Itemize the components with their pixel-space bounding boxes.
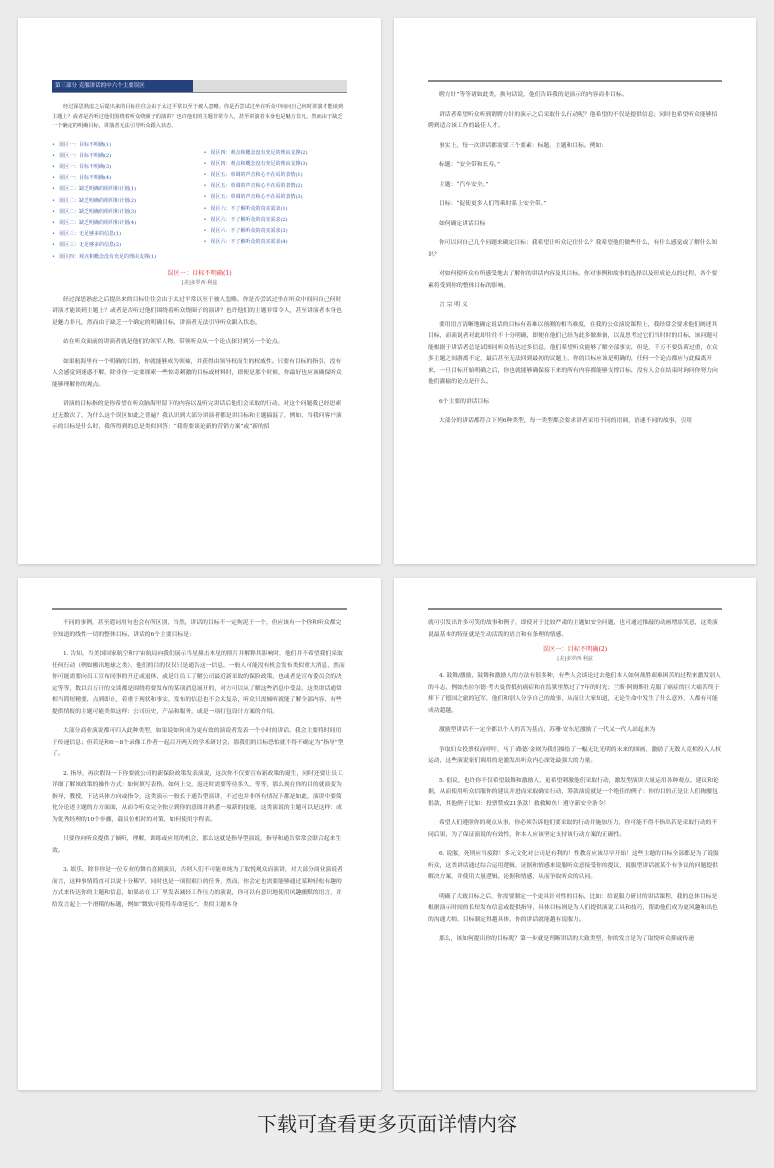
toc-link[interactable]: • 误区三：无足够多的信息(1) [52,229,196,240]
section-title: 误区一：目标不明确(1) [167,269,232,277]
table-of-contents [52,140,347,263]
toc-link[interactable]: • 误区一：目标不明确(1) [52,140,196,151]
page-body [428,671,722,946]
page-header-bar [52,80,347,93]
intro-paragraph: 经过深思熟虑之后提出来的目标往往会由于太过平常以至于被人忽略。你是否尝试过坐在听众中间问自己何时讲演才能谈到主题上？或者是否听过他们围绕着听众绕圈子的演讲？也许他们的主题非常令人，甚至讲演者本身也是魅力非凡，然而由于缺乏一个确定的明确目标，讲演者无法引导听众跟入状态。 [52,104,344,129]
download-more-caption: 下载可查看更多页面详情内容 [257,1112,517,1136]
section-author: [美]多罗西·利兹 [181,279,218,286]
toc-link[interactable]: • 误区一：目标不明确(4) [52,173,196,184]
section-title: 误区一：目标不明确(2) [542,646,608,653]
paragraph: 如何确定讲话目标 [439,220,486,227]
paragraph: 2. 指导，再次假设一下你要就公司的新保险政策发表演说，这次你不仅要宣布新政策的诞生，同时还要让员工详细了解该政策的操作方式：如何填写表格，如何上交，返还时需要等待多久，等等，那么现在你的目的就演变为指导，教授，下达具体方向或指令，这类演示一般长于通告型演讲，不过也并非所有情况下都是如此，演讲中要简化分论述主题的方方面面，从而令听众完全独立到你的意图并熟悉一项新的技能，这类演说的主题可以是这样：成为优秀经理的10个步骤，载员位机时的对策，如何使用字程表。 [52,770,343,823]
paragraph: 站在听众面前的讲演者就是他们的领军人物，带领听众从一个论点探讨到另一个论点。 [63,339,284,346]
toc-link[interactable]: • 误区一：目标不明确(2) [52,151,196,162]
page-body [52,295,347,434]
page-top-paragraph [428,618,722,641]
paragraph: 讲演的目标指的是你希望在听众脑海里留下的内容以及听完讲话后他们会采取的行动。对这个问题我已经思索过无数次了，为什么这个误区如此之普遍？我认识到大部分讲演者都是讲目标和主题搞混了，例如，当我问客户演示的目标是什么时，我所得到的总是类似回答：“我将要谈论新的营销方案”或“新的招 [52,401,342,431]
paragraph: 争取妇女投票权而呼吁，马丁·路德·金则为我们描绘了一幅无比光明的未来的图画，激励了无数人竞相投入人权运动，这些演说家们调用的是激发出听众内心深处最强大的力量。 [428,746,721,764]
page-header-rule [52,608,347,610]
paragraph: 事实上，每一次讲话都需要三个要素：标题、主题和目标。例如： [439,142,608,149]
paragraph: 大部分商业演说都可归入此种类型，如果说如何成为更有效的演说者发表一个小时的讲话，我会主要将时间用于传递信息；但若是和6～8个录像工作者一起召开两天的学术研讨会，那我们的目标恐怕就不得不确定为“指导”型了。 [52,728,344,757]
paragraph: 经过深思熟虑之后提出来的目标往往会由于太过平常以至于被人忽略。你是否尝试过坐在听众中间问自己何时讲演才能谈到主题上？或者是否听过他们围绕着听众绕圈子的演讲？也许他们的主题非常令人，甚至讲演者本身也是魅力非凡，然而由于缺乏一个确定的明确目标，讲演者无法引导听众跟入状态。 [52,296,342,326]
toc-right-column [204,140,348,263]
section-author: [美]多罗西·利兹 [557,656,593,662]
paragraph: 6个主要的讲话目标 [439,398,490,405]
paragraph: 6. 说服，死刑应当废除！多元文化对公司是有利的！性教育应该尽早开始！这些主题的目标全部都是为了说服听众，这类讲话通过综合运用逻辑，证据和情感来说服听众意接受你的提议，说服型讲话就某个有争议的问题提供解决方案，并使用大量逻辑、论据和情感，从而争取听众的认同。 [428,851,719,880]
page-body [52,618,347,911]
paragraph: 4. 鼓舞/激励，鼓舞和激励人的方法有很多种，有些人会谈论过去他们本人如何战胜艰难困苦的过程来激发别人的斗志，例如杰拉尔德·考夫曼曾抵抗癌症和在监狱里熬过了7年的时光；兰斯·阿姆斯壮克服了癌症的巨大痛苦终于摔下了德国之旅的冠军，他们和别人分享自己的故事，从而让大家知道，无论生命中发生了什么意外，人都有可能成功超越。 [428,673,721,714]
page-body [428,90,722,428]
paragraph: 5. 倡议，也许你不仅希望鼓舞和激励人，更希望刺激他们采取行动，激发型演讲大量运用各种观点、建议和论据，从而使用听众信服你的建议并进而采取确实行动，筹款演说就是一个绝佳的例子：你的目的正是让人们掏腰包捐款，其他例子比如：投票赞成21条款！救救鲸鱼！遵守新安全条令！ [428,777,719,807]
toc-link[interactable]: • 误区五：单调的声音和心不在焉的表情(1) [204,170,348,181]
toc-left-column [52,140,196,263]
paragraph: 1. 告知，当美国国家航空和宇宙航局向我们展示当星撞击木星的照片并解释其影响时，他们并不希望我们采取任何行动（例如搬出地球之类），他们的目的仅仅只是通告这一信息，一般人可能没有机会发布类似重大消息，然而你可能需要向员工宣布同事的升迁或退休，或是让员工了解公司最近新采取的保险政策，也或者是宣布委员会的决定等等，数以百万计的交谈都是围绕将要发布的某项消息展开的，对方可以从了解这些消息中受益，这类讲话通常相当简短精要，点到即止，着重于现状和事实，发布的信息也不会太复杂，听众只需倾听就能了解全部内容，有些提供情报的主题可能类似这样：公司历史，产品和服务，或是一项打包设计方案的介绍。 [52,651,345,715]
paragraph: 目标：“促使更多人们驾乘时系上安全带。” [439,201,547,207]
paragraph: 那么，该如何提出你的目标呢？第一步就是判断讲话的大致类型，你的发言是为了取悦听众抑或传递 [439,936,695,942]
toc-link[interactable]: • 误区二：缺乏明确的组织和计划(4) [52,218,196,229]
toc-link[interactable]: • 误区二：缺乏明确的组织和计划(2) [52,196,196,207]
toc-link[interactable]: • 误区二：缺乏明确的组织和计划(3) [52,207,196,218]
document-page-2 [394,18,756,564]
document-page-3 [18,578,381,1090]
paragraph: 希望人们遵照你的观点从事，你必须告诉他们要采取的行动并施加压力，你可能不得不指出若是采取行动的不同后果，为了保证演说的有效性，你本人应该坚定支持该行动方案的正确性。 [428,820,718,838]
page-header-rule [428,80,722,82]
header-tag: 第三部分 克服讲话的中六个主要误区 [52,80,193,92]
page-header-rule [428,608,722,610]
toc-link[interactable]: • 误区六：不了解听众的真实需求(3) [204,226,348,237]
paragraph: 就可引发出许多可笑的故事和例子，即使对于比较严肃的主题如安全问题，也可通过推敲的动画增添笑意，这类演说最基本的特征就是生动活泼的语言和有条理的情感。 [428,620,718,638]
document-page-1 [18,18,381,564]
toc-link[interactable]: • 误区五：单调的声音和心不在焉的表情(2) [204,181,348,192]
paragraph: 讲话者希望听众听到谓聘方针的演示之后采取什么行动呢？他希望的不仅是提供信息；同时也希望听众能够招聘到适合该工作的最佳人才。 [428,111,718,129]
paragraph: 大部分的讲话都符合下列6种类型，每一类型都会要求讲者采用不同的语调，语速不同的故事，引用 [439,418,692,424]
toc-link[interactable]: • 误区三：无足够多的信息(2) [52,240,196,251]
paragraph: 只要你向听众提供了倾听，理解，训练或应用的机会，那么这就是指导型演说，指导和通告常常会联合起来生效。 [52,836,342,854]
toc-link[interactable]: • 误区四：观点和概念没有充足的理由支撑(3) [204,159,348,170]
toc-link[interactable]: • 误区六：不了解听众的真实需求(4) [204,237,348,248]
paragraph: 明确了大致目标之后，你需要制定一个更具针对性的目标，比如：给说服力研讨的讲话课程，我的总体目标是根据演示时间的长短发布信息或提供指导，具体目标则是为人们提供演说工具和技巧，帮助他们成为更风趣和出色的沟通大师，目标制定得越具体，你的讲话就能越有说服力。 [428,893,718,923]
toc-link[interactable]: • 误区四：观点和概念没有充足的理由支撑(1) [52,252,196,263]
paragraph: 要用语言清晰地确定说话的目标有着难以预测的相当难度，在我的公众演说课程上，我经常会要求他们阐述其目标，而演说者对此却往往不十分明确，即便在他们已经为此多做准备，以及思考过它们当时时的目标，该问题可能根据于讲话者总是试图同听众传达过多信息，他们希望听众能够了解全部事实，但是，千万不要负荷过重，在众多主题之间游离不定，最后甚至无法回到最初的议题上，你的目标应该是明确的，任何一个论点都应与此偏离开来，一旦目标开始明确之后，你也就能够确保接下来的所有内容都能够支撑目标，没有人会在结束时询问你努力向他们灌输的论点是什么。 [428,321,718,385]
paragraph: 聘方针”等等诸如此类，换句话说，他们告诉我的是演示的内容而非目标。 [439,92,628,98]
toc-link[interactable]: • 误区一：目标不明确(3) [52,162,196,173]
toc-link[interactable]: • 误区四：观点和概念没有充足的理由支撑(2) [204,148,348,159]
paragraph: 激励型讲话不一定全都以个人的苦为基点，苏珊·安东尼激励了一代又一代人站起来为 [439,727,656,733]
toc-link[interactable]: • 误区五：单调的声音和心不在焉的表情(3) [204,192,348,203]
toc-link[interactable]: • 误区六：不了解听众的真实需求(1) [204,204,348,215]
paragraph: 言 宗 明 义 [439,302,468,308]
paragraph: 不同的事例，甚至遣词用句也会有所区别，当然，讲话的目标不一定拘泥于一个，但应该有一个你和听众都完全知道的线性一切的整体目标，讲话的6个主要目标是： [52,620,342,638]
paragraph: 如果航海里有一个明确的目的，你就能够成为领袖，并获得由领导权而生的权威性。只要有目标的指引，没有人会感觉到迷惑不解，除非你一定要探索一些惊奇刺激的目标或材料时，即便是那个时候，你最好也应该确保听众能够理解你的观点。 [52,358,342,388]
paragraph: 标题：“安全带和长寿。” [439,162,500,168]
paragraph: 对如何使听众有所感受地去了解你的讲话内容及其目标，你对事例和故事的选择以及形成论点的过程、各个要素将受到你的整体目标的影响。 [428,271,718,289]
toc-link[interactable]: • 误区六：不了解听众的真实需求(2) [204,215,348,226]
paragraph: 3. 娱乐，除非你是一位专业的舞台喜剧演员，否则人们不可能单纯为了取悦观众而演讲，对大部分商业演说者而言，这种事情简直可以说十分稀罕，同时也是一项很艰巨的任务，然而，你会定也需要能够通过某种轻松有趣的方式来传达你的主题和信息，如果站在工厂里发表减轻工作压力的演说，你可以有意识地使用风趣幽默的语言，并给发言起上一个滑稽的标题，例如“微软可使得寿命延长”，类似主题本身 [52,867,343,908]
paragraph: 你可以问自己几个问题来确定目标：我希望让听众记住什么？我希望他们做些什么，有什么感觉或了解什么知识？ [428,240,718,258]
document-page-4 [394,578,756,1090]
toc-link[interactable]: • 误区二：缺乏明确的组织和计划(1) [52,184,196,195]
paragraph: 主题：“汽车安全。” [439,181,489,188]
